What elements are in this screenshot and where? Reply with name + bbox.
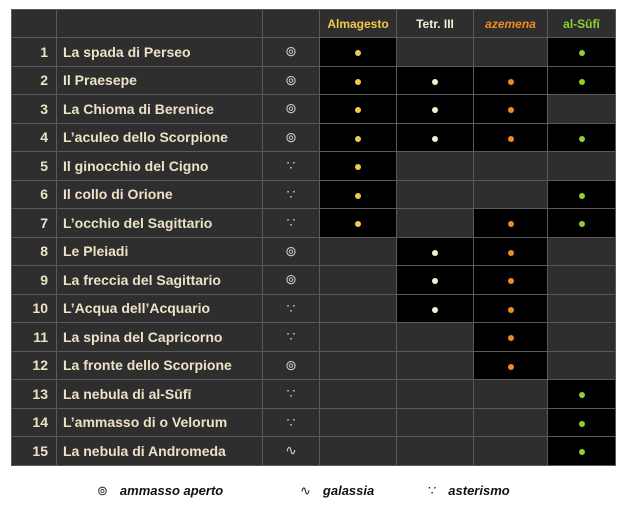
source-dot — [508, 136, 514, 142]
object-name: La fronte dello Scorpione — [57, 351, 263, 380]
open-cluster-icon: ⊚ — [263, 38, 320, 67]
source-dot — [355, 107, 361, 113]
header-num — [12, 10, 57, 38]
source-alsufi-cell — [548, 95, 616, 124]
object-name: La nebula di al-Sūfī — [57, 380, 263, 409]
object-name: Il ginocchio del Cigno — [57, 152, 263, 181]
row-number: 8 — [12, 237, 57, 266]
source-dot — [432, 136, 438, 142]
source-almagesto-cell — [320, 95, 397, 124]
source-alsufi-cell — [548, 351, 616, 380]
table-row — [12, 323, 616, 352]
row-number: 6 — [12, 180, 57, 209]
row-number: 4 — [12, 123, 57, 152]
source-almagesto-cell — [320, 66, 397, 95]
source-alsufi-cell — [548, 152, 616, 181]
source-tetr-cell — [397, 95, 474, 124]
source-azemena-cell — [474, 38, 548, 67]
header-al-sufi: al-Sūfī — [548, 10, 616, 38]
source-dot — [508, 278, 514, 284]
source-tetr-cell — [397, 66, 474, 95]
source-tetr-cell — [397, 123, 474, 152]
open-cluster-icon: ⊚ — [263, 123, 320, 152]
open-cluster-icon: ⊚ — [263, 351, 320, 380]
object-name: Il Praesepe — [57, 66, 263, 95]
legend-ammasso — [97, 483, 223, 499]
source-tetr-cell — [397, 437, 474, 466]
source-dot — [579, 136, 585, 142]
table-row — [12, 380, 616, 409]
source-tetr-cell — [397, 152, 474, 181]
source-azemena-cell — [474, 180, 548, 209]
source-dot — [355, 221, 361, 227]
object-name: L’Acqua dell’Acquario — [57, 294, 263, 323]
asterism-icon: ∵ — [428, 483, 437, 498]
source-dot — [579, 50, 585, 56]
table-row — [12, 351, 616, 380]
row-number: 2 — [12, 66, 57, 95]
header-almagesto: Almagesto — [320, 10, 397, 38]
source-almagesto-cell — [320, 237, 397, 266]
row-number: 12 — [12, 351, 57, 380]
source-alsufi-cell — [548, 66, 616, 95]
source-almagesto-cell — [320, 408, 397, 437]
table-row — [12, 209, 616, 238]
row-number: 1 — [12, 38, 57, 67]
source-almagesto-cell — [320, 209, 397, 238]
header-name — [57, 10, 263, 38]
source-dot — [579, 449, 585, 455]
row-number: 5 — [12, 152, 57, 181]
source-dot — [432, 250, 438, 256]
object-name: La Chioma di Berenice — [57, 95, 263, 124]
legend — [0, 480, 628, 502]
source-dot — [432, 107, 438, 113]
asterism-icon: ∵ — [263, 152, 320, 181]
source-almagesto-cell — [320, 294, 397, 323]
header-symbol — [263, 10, 320, 38]
source-azemena-cell — [474, 152, 548, 181]
source-tetr-cell — [397, 323, 474, 352]
source-alsufi-cell — [548, 323, 616, 352]
open-cluster-icon: ⊚ — [97, 483, 108, 498]
open-cluster-icon: ⊚ — [263, 237, 320, 266]
object-name: L’ammasso di o Velorum — [57, 408, 263, 437]
object-name: Le Pleiadi — [57, 237, 263, 266]
legend-asterismo — [428, 483, 510, 499]
galaxy-icon: ∿ — [300, 483, 311, 498]
table-row — [12, 437, 616, 466]
source-azemena-cell — [474, 209, 548, 238]
source-dot — [508, 221, 514, 227]
asterism-icon: ∵ — [263, 209, 320, 238]
source-dot — [579, 79, 585, 85]
object-name: La spada di Perseo — [57, 38, 263, 67]
source-alsufi-cell — [548, 38, 616, 67]
source-tetr-cell — [397, 408, 474, 437]
source-azemena-cell — [474, 66, 548, 95]
source-alsufi-cell — [548, 408, 616, 437]
legend-asterismo-label: asterismo — [448, 483, 510, 498]
source-almagesto-cell — [320, 152, 397, 181]
source-azemena-cell — [474, 323, 548, 352]
source-azemena-cell — [474, 266, 548, 295]
source-dot — [432, 79, 438, 85]
source-azemena-cell — [474, 123, 548, 152]
source-alsufi-cell — [548, 180, 616, 209]
source-dot — [508, 307, 514, 313]
object-name: L’occhio del Sagittario — [57, 209, 263, 238]
row-number: 9 — [12, 266, 57, 295]
source-dot — [355, 193, 361, 199]
source-dot — [579, 193, 585, 199]
table-row — [12, 408, 616, 437]
table-row — [12, 95, 616, 124]
table-row — [12, 152, 616, 181]
source-dot — [508, 364, 514, 370]
source-almagesto-cell — [320, 323, 397, 352]
source-dot — [432, 278, 438, 284]
object-name: Il collo di Orione — [57, 180, 263, 209]
source-tetr-cell — [397, 209, 474, 238]
table-row — [12, 123, 616, 152]
row-number: 13 — [12, 380, 57, 409]
table-row — [12, 38, 616, 67]
galaxy-icon: ∿ — [263, 437, 320, 466]
table-row — [12, 66, 616, 95]
object-name: La freccia del Sagittario — [57, 266, 263, 295]
open-cluster-icon: ⊚ — [263, 95, 320, 124]
source-almagesto-cell — [320, 123, 397, 152]
asterism-icon: ∵ — [263, 180, 320, 209]
source-alsufi-cell — [548, 294, 616, 323]
row-number: 11 — [12, 323, 57, 352]
source-azemena-cell — [474, 408, 548, 437]
source-almagesto-cell — [320, 437, 397, 466]
table-row — [12, 294, 616, 323]
objects-table — [11, 9, 616, 466]
source-azemena-cell — [474, 95, 548, 124]
source-tetr-cell — [397, 38, 474, 67]
source-dot — [579, 221, 585, 227]
legend-ammasso-label: ammasso aperto — [119, 483, 224, 498]
asterism-icon: ∵ — [263, 408, 320, 437]
source-almagesto-cell — [320, 351, 397, 380]
source-azemena-cell — [474, 237, 548, 266]
object-name: La spina del Capricorno — [57, 323, 263, 352]
source-tetr-cell — [397, 180, 474, 209]
source-alsufi-cell — [548, 380, 616, 409]
source-dot — [508, 107, 514, 113]
source-alsufi-cell — [548, 123, 616, 152]
row-number: 3 — [12, 95, 57, 124]
source-dot — [508, 335, 514, 341]
object-name: L’aculeo dello Scorpione — [57, 123, 263, 152]
source-azemena-cell — [474, 351, 548, 380]
source-tetr-cell — [397, 237, 474, 266]
row-number: 10 — [12, 294, 57, 323]
source-alsufi-cell — [548, 266, 616, 295]
source-tetr-cell — [397, 351, 474, 380]
asterism-icon: ∵ — [263, 380, 320, 409]
asterism-icon: ∵ — [263, 323, 320, 352]
source-alsufi-cell — [548, 437, 616, 466]
source-dot — [579, 421, 585, 427]
source-tetr-cell — [397, 266, 474, 295]
source-almagesto-cell — [320, 380, 397, 409]
legend-galassia — [300, 483, 374, 499]
source-tetr-cell — [397, 380, 474, 409]
source-dot — [579, 392, 585, 398]
source-tetr-cell — [397, 294, 474, 323]
source-dot — [355, 50, 361, 56]
row-number: 14 — [12, 408, 57, 437]
source-almagesto-cell — [320, 180, 397, 209]
object-name: La nebula di Andromeda — [57, 437, 263, 466]
table-row — [12, 266, 616, 295]
source-dot — [432, 307, 438, 313]
table-row — [12, 237, 616, 266]
source-dot — [355, 136, 361, 142]
legend-galassia-label: galassia — [322, 483, 375, 498]
source-dot — [355, 79, 361, 85]
row-number: 7 — [12, 209, 57, 238]
header-azemena: azemena — [474, 10, 548, 38]
source-dot — [355, 164, 361, 170]
row-number: 15 — [12, 437, 57, 466]
source-almagesto-cell — [320, 266, 397, 295]
source-alsufi-cell — [548, 209, 616, 238]
header-tetrabiblos: Tetr. III — [397, 10, 474, 38]
source-dot — [508, 79, 514, 85]
table-row — [12, 180, 616, 209]
source-alsufi-cell — [548, 237, 616, 266]
source-almagesto-cell — [320, 38, 397, 67]
header-row — [12, 10, 616, 38]
open-cluster-icon: ⊚ — [263, 66, 320, 95]
source-azemena-cell — [474, 380, 548, 409]
source-azemena-cell — [474, 437, 548, 466]
source-dot — [508, 250, 514, 256]
open-cluster-icon: ⊚ — [263, 266, 320, 295]
source-azemena-cell — [474, 294, 548, 323]
asterism-icon: ∵ — [263, 294, 320, 323]
